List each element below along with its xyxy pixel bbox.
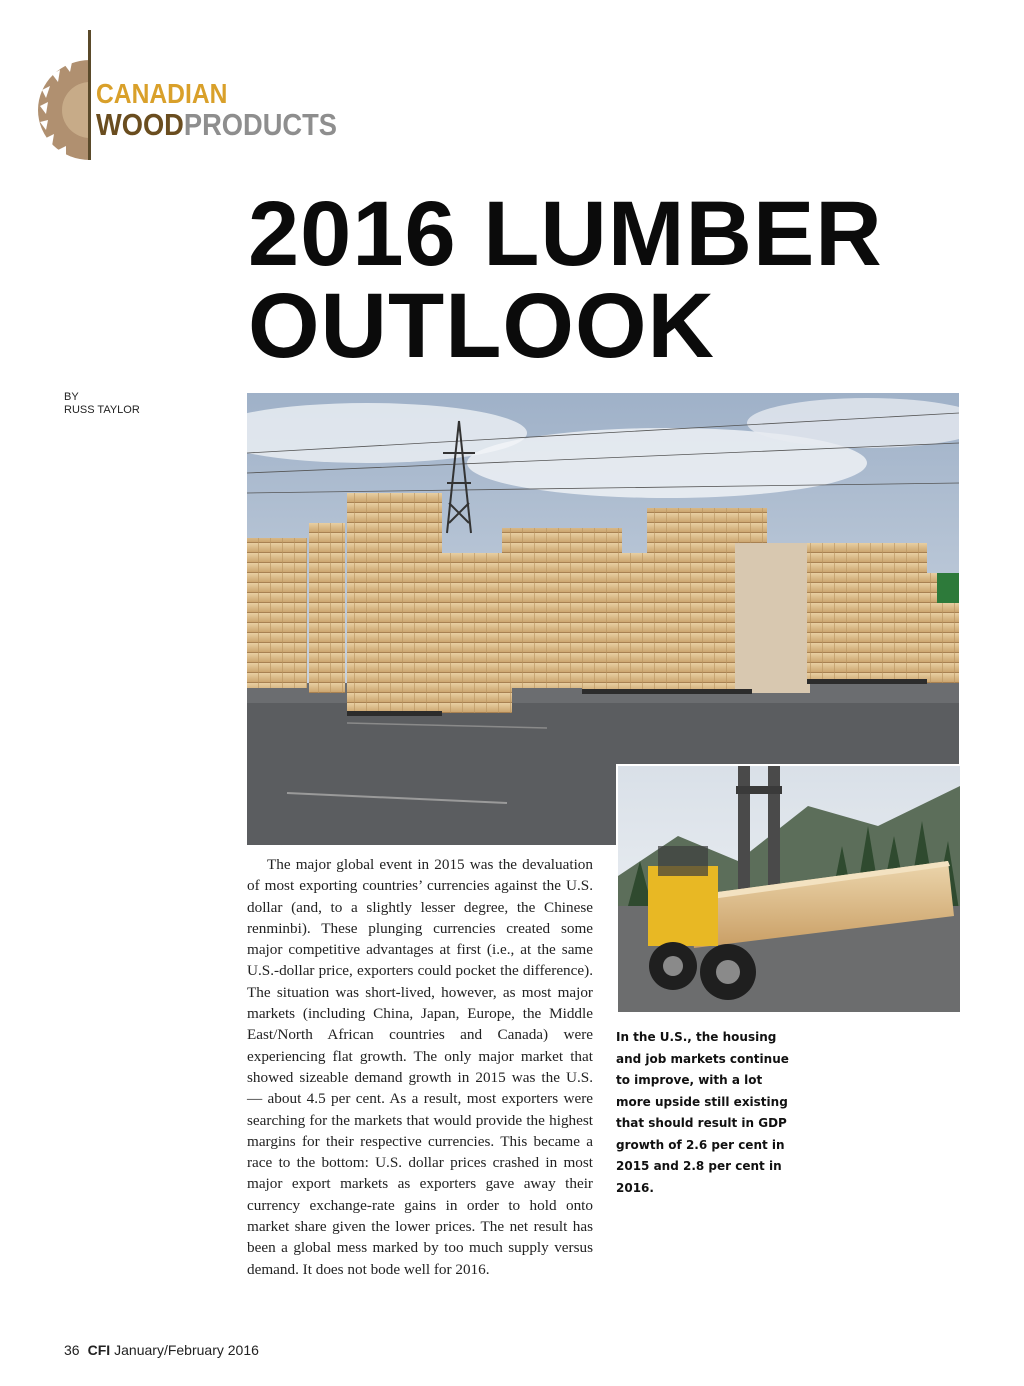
magazine-logo bbox=[38, 30, 338, 160]
caption-line: 2015 and 2.8 per cent in bbox=[616, 1159, 782, 1173]
magazine-name: CFI bbox=[87, 1342, 111, 1358]
caption-line: that should result in GDP bbox=[616, 1116, 787, 1130]
issue-date: January/February 2016 bbox=[114, 1342, 259, 1358]
logo-products: PRODUCTS bbox=[183, 107, 337, 142]
headline-line-1: 2016 LUMBER bbox=[248, 183, 883, 285]
caption-line: 2016. bbox=[616, 1180, 654, 1195]
saw-blade-icon bbox=[38, 60, 94, 160]
byline-author: RUSS TAYLOR bbox=[64, 404, 140, 416]
caption-line: In the U.S., the housing bbox=[616, 1030, 777, 1044]
page-footer bbox=[64, 1342, 259, 1358]
byline-by: BY bbox=[64, 391, 79, 403]
article-headline bbox=[248, 183, 988, 377]
caption-line: to improve, with a lot bbox=[616, 1073, 763, 1087]
headline-line-2: OUTLOOK bbox=[248, 275, 715, 377]
logo-wood: WOOD bbox=[96, 107, 184, 142]
logo-divider bbox=[88, 30, 91, 160]
caption-line: growth of 2.6 per cent in bbox=[616, 1137, 785, 1152]
caption-line: and job markets continue bbox=[616, 1051, 789, 1066]
logo-canadian: CANADIAN bbox=[96, 78, 228, 109]
caption-line: more upside still existing bbox=[616, 1094, 788, 1109]
article-body: The major global event in 2015 was the devaluation of most exporting countries’ currencies against the U.S. dollar (and, to a slightly lesser degree, the Chinese renminbi). These plunging currencies created some major competitive advantages at first (i.e., at the same U.S.-dollar price, exporters could pocket the difference). The situation was short-lived, however, as most major markets (including China, Japan, Europe, the Middle East/North African countries and Canada) were experiencing flat growth. The only major market that showed sizeable demand growth in 2015 was the U.S. — about 4.5 per cent. As a result, most exporters were searching for the markets that would provide the highest margins for their respective currencies. This became a race to the bottom: U.S. dollar prices crashed in most major export markets as exporters gave away their currency exchange-rate gains in order to hold onto market share given the lower prices. The net result has been a global mess marked by too much supply versus demand. It does not bode well for 2016. bbox=[247, 856, 593, 1278]
page-number: 36 bbox=[64, 1342, 80, 1358]
photo-caption bbox=[616, 1027, 816, 1199]
forklift-lumber-photo bbox=[616, 764, 962, 1014]
logo-woodproducts bbox=[96, 109, 337, 140]
byline bbox=[64, 391, 140, 417]
forklift-illustration bbox=[618, 766, 960, 1012]
